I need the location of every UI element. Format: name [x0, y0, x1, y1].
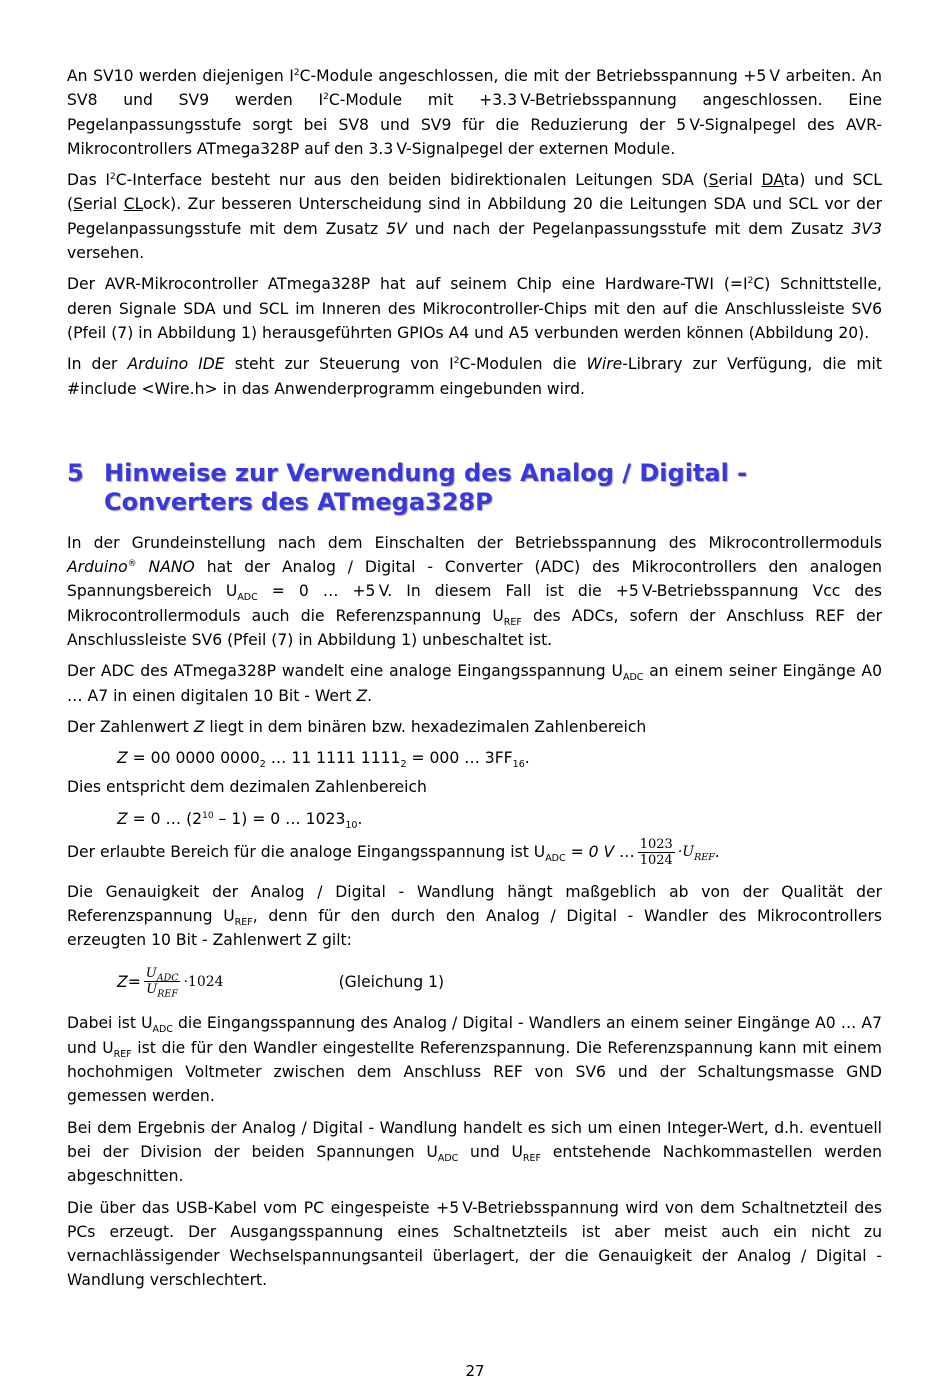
- paragraph-uadc-uref-definition: Dabei ist $U_{ADC}$ die Eingangsspannung des Analog / Digital - Wandlers an einem seiner Eingänge A0 … A7 und $U_{REF}$ ist die für den Wandler eingestellte Referenzspannung. Die Referenzspannung kann mit einem hochohmigen Voltmeter zwischen dem Anschluss REF von SV6 und der Schaltungsmasse GND gemessen werden.: [67, 1014, 883, 1106]
- paragraph-usb-supply: Die über das USB-Kabel vom PC eingespeiste +5 V-Betriebsspannung wird von dem Schaltnetzteil des PCs erzeugt. Der Ausgangsspannung eines Schaltnetzteils ist aber meist auch ein nicht zu vernachlässigender Wechselspannungsanteil überlagert, der die Genauigkeit der Analog / Digital - Wandlung verschlechtert.: [67, 1198, 882, 1290]
- paragraph-allowed-range: Der erlaubte Bereich für die analoge Eingangsspannung ist $U_{ADC} = 0$ V … $\frac{1023}{1024}$ $\cdot U_{REF}$ .: [67, 836, 720, 868]
- paragraph-i2c-interface: Das $I^2C$-Interface besteht nur aus den beiden bidirektionalen Leitungen SDA (Serial DAta) und SCL (Serial CLock). Zur besseren Unterscheidung sind in Abbildung 20 die Leitungen SDA und SCL vor der Pegelanpassungsstufe mit dem Zusatz 5V und nach der Pegelanpassungsstufe mit dem Zusatz 3V3 versehen.: [67, 171, 882, 263]
- paragraph-wire-library: In der Arduino IDE steht zur Steuerung von $I^2C$-Modulen die Wire-Library zur Verfügung, die mit #include <Wire.h> in das Anwenderprogramm eingebunden wird.: [67, 355, 882, 398]
- paragraph-hardware-twi: Der AVR-Mikrocontroller ATmega328P hat auf seinem Chip eine Hardware-TWI $(=I^2C)$ Schnittstelle, deren Signale SDA und SCL im Inneren des Mikrocontroller-Chips mit den auf die Anschlussleiste SV6 (Pfeil (7) in Abbildung 1) herausgeführten GPIOs A4 und A5 verbunden werden können (Abbildung 20).: [67, 275, 882, 342]
- page-number: 27: [465, 1362, 485, 1380]
- fraction-uadc-uref: $\frac{U_{ADC}}{U_{REF}}$: [145, 966, 179, 1001]
- paragraph-decimal-range: Dies entspricht dem dezimalen Zahlenbereich: [67, 778, 427, 797]
- equation-label: (Gleichung 1): [338, 972, 445, 991]
- paragraph-adc-default: In der Grundeinstellung nach dem Einschalten der Betriebsspannung des Mikrocontrollermoduls Arduino® NANO hat der Analog / Digital - Converter (ADC) des Mikrocontrollers den analogen Spannungsbereich $U_{ADC} = 0$ … +5 V. In diesem Fall ist die +5 V-Betriebsspannung Vcc des Mikrocontrollermoduls auch die Referenzspannung $U_{REF}$ des ADCs, sofern der Anschluss REF der Anschlussleiste SV6 (Pfeil (7) in Abbildung 1) unbeschaltet ist.: [67, 533, 883, 650]
- paragraph-accuracy: Die Genauigkeit der Analog / Digital - Wandlung hängt maßgeblich ab von der Qualität der Referenzspannung $U_{REF}$, denn für den durch den Analog / Digital - Wandler des Mikrocontrollers erzeugten 10 Bit - Zahlenwert Z gilt:: [67, 882, 882, 950]
- paragraph-adc-converts: Der ADC des ATmega328P wandelt eine analoge Eingangsspannung $U_{ADC}$ an einem seiner Eingänge A0 … A7 in einen digitalen 10 Bit - Wert Z.: [67, 662, 882, 705]
- document-page: [67, 64, 882, 1300]
- section-number: 5: [67, 458, 84, 487]
- section-heading: [67, 459, 882, 517]
- paragraph-i2c-modules: An SV10 werden diejenigen $I^2C$-Module angeschlossen, die mit der Betriebsspannung +5 V arbeiten. An SV8 und SV9 werden $I^2C$-Module mit +3.3 V-Betriebsspannung angeschlossen. Eine Pegelanpassungsstufe sorgt bei SV8 und SV9 für die Reduzierung der 5 V-Signalpegel des AVR-Mikrocontrollers ATmega328P auf den 3.3 V-Signalpegel der externen Module.: [67, 67, 882, 158]
- section-title: Hinweise zur Verwendung des Analog / Digital - Converters des ATmega328P: [104, 458, 748, 516]
- equation-binary-hex-range: Z = 00 0000 $0000_2$ … 11 1111 $1111_2 = 000$ … $3FF_{16}$.: [117, 749, 530, 771]
- paragraph-value-range: Der Zahlenwert Z liegt in dem binären bzw. hexadezimalen Zahlenbereich: [67, 717, 647, 736]
- fraction-1023-1024: $\frac{1023}{1024}$: [639, 836, 673, 868]
- equation-1: Z = $\frac{U_{ADC}}{U_{REF}}$ ·1024 (Gleichung 1): [117, 966, 445, 1001]
- equation-decimal-range: Z = 0 … $(2^{10} - 1) = 0$ … $1023_{10}$.: [117, 809, 363, 831]
- paragraph-integer-result: Bei dem Ergebnis der Analog / Digital - Wandlung handelt es sich um einen Integer-Wert, d.h. eventuell bei der Division der beiden Spannungen $U_{ADC}$ und $U_{REF}$ entstehende Nachkommastellen werden abgeschnitten.: [67, 1118, 883, 1186]
